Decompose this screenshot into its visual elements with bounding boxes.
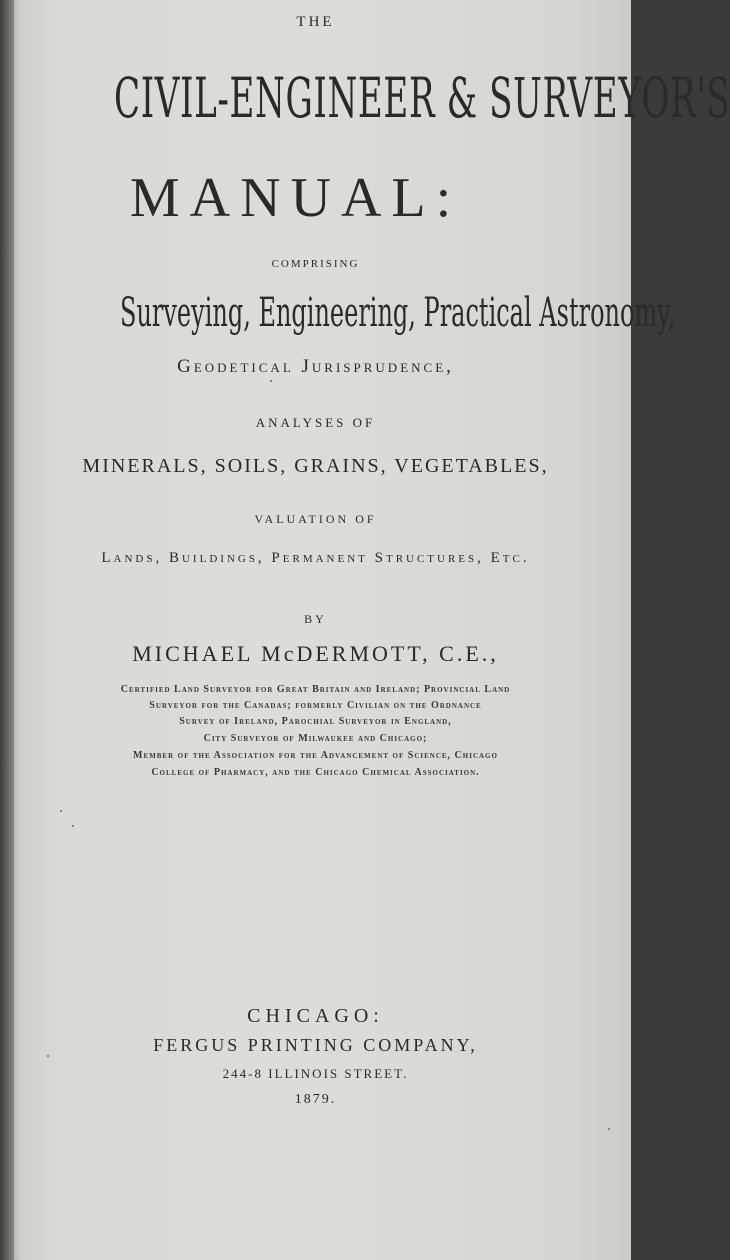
author-name: MICHAEL McDERMOTT, C.E., [132, 641, 499, 666]
publisher-address: 244-8 ILLINOIS STREET. [222, 1066, 409, 1081]
credential-line: College of Pharmacy, and the Chicago Chemical Association. [151, 767, 480, 778]
paper-speck [72, 825, 74, 827]
publication-city: CHICAGO: [247, 1005, 384, 1027]
paper-speck [47, 1055, 49, 1057]
comprising-label: COMPRISING [271, 258, 360, 270]
minerals-line: MINERALS, SOILS, GRAINS, VEGETABLES, [82, 455, 549, 477]
by-label: BY [304, 612, 327, 626]
article-the: THE [296, 14, 335, 30]
valuation-of-label: VALUATION OF [254, 512, 377, 526]
analyses-of-label: ANALYSES OF [255, 415, 376, 430]
paper-speck [270, 380, 272, 382]
publisher-name: FERGUS PRINTING COMPANY, [153, 1035, 478, 1055]
paper-speck [608, 1128, 610, 1130]
main-title: CIVIL-ENGINEER & SURVEYOR'S [114, 66, 730, 130]
credential-line: City Surveyor of Milwaukee and Chicago; [203, 733, 428, 744]
subjects-line: Surveying, Engineering, Practical Astronomy, [120, 290, 676, 336]
publication-year: 1879. [294, 1092, 337, 1107]
credential-line: Survey of Ireland, Parochial Surveyor in England, [179, 716, 452, 727]
lands-line: Lands, Buildings, Permanent Structures, Etc. [101, 550, 530, 566]
credential-line: Member of the Association for the Advancement of Science, Chicago [133, 750, 498, 761]
credential-line: Surveyor for the Canadas; formerly Civilian on the Ordnance [149, 700, 482, 711]
paper-speck [60, 810, 62, 812]
geodetical-line: Geodetical Jurisprudence, [177, 356, 454, 377]
manual-title: MANUAL: [129, 167, 462, 229]
credential-line: Certified Land Surveyor for Great Britain and Ireland; Provincial Land [120, 684, 511, 695]
